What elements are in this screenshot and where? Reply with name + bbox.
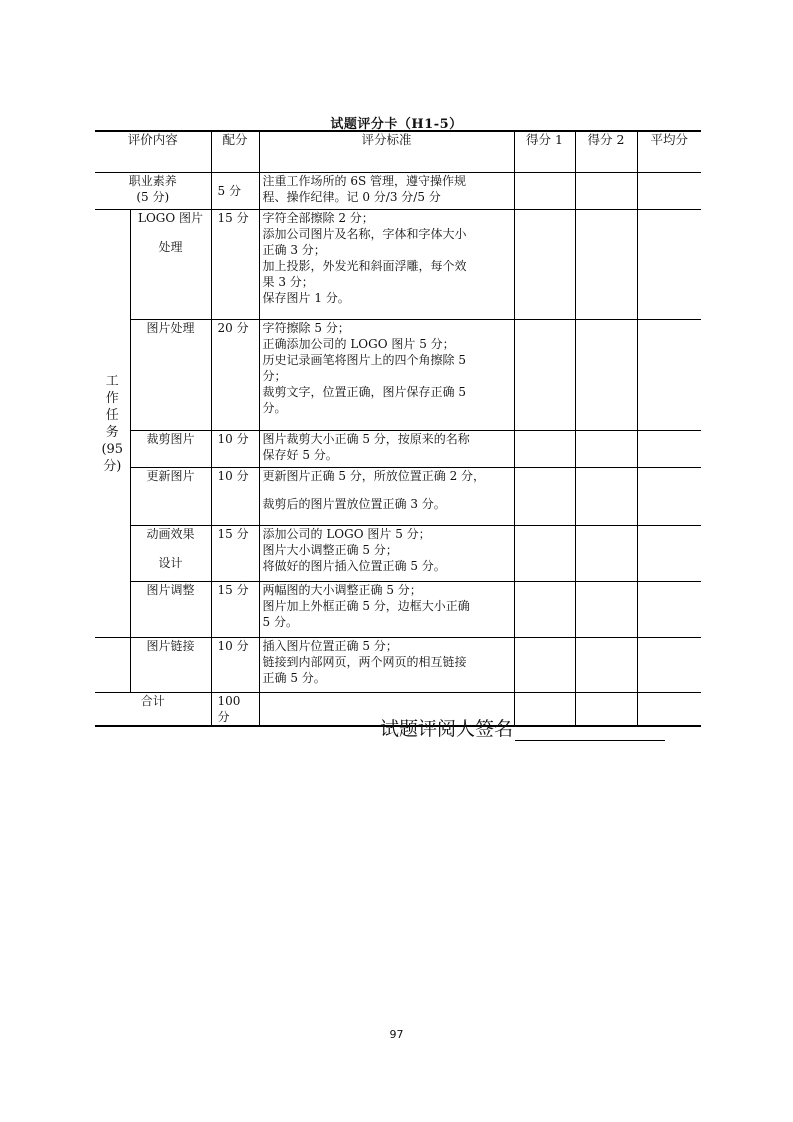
header-points: 配分 xyxy=(211,131,259,173)
task-name-line: 动画效果 xyxy=(146,527,195,541)
task-points: 15 分 xyxy=(211,526,259,582)
task-name-line: 设计 xyxy=(158,556,183,570)
average-cell[interactable] xyxy=(637,210,701,320)
task-points: 10 分 xyxy=(211,638,259,693)
page-number: 97 xyxy=(389,1028,404,1041)
task-name xyxy=(130,582,211,638)
score1-cell[interactable] xyxy=(514,431,575,468)
header-score1: 得分 1 xyxy=(514,131,575,173)
professional-label-line1: 职业素养 xyxy=(128,174,177,188)
score1-cell[interactable] xyxy=(514,638,575,693)
task-row xyxy=(95,320,701,431)
professional-label-line2: (5 分) xyxy=(136,190,170,204)
score2-cell[interactable] xyxy=(575,582,637,638)
task-name-line: 裁剪图片 xyxy=(146,432,195,446)
standard-line: 两幅图的大小调整正确 5 分； xyxy=(262,583,422,597)
task-standard xyxy=(259,638,514,693)
score1-cell[interactable] xyxy=(514,582,575,638)
header-standard: 评分标准 xyxy=(259,131,514,173)
average-cell[interactable] xyxy=(637,431,701,468)
average-cell[interactable] xyxy=(637,638,701,693)
average-cell[interactable] xyxy=(637,468,701,526)
task-row xyxy=(95,431,701,468)
task-row xyxy=(95,526,701,582)
score1-cell[interactable] xyxy=(514,320,575,431)
standard-line: 注重工作场所的 6S 管理，遵守操作规 xyxy=(262,174,467,188)
standard-line: 正确添加公司的 LOGO 图片 5 分； xyxy=(262,337,455,351)
task-row xyxy=(95,582,701,638)
task-points: 20 分 xyxy=(211,320,259,431)
header-content: 评价内容 xyxy=(95,131,211,173)
standard-line: 分； xyxy=(262,369,287,383)
standard-line: 保存图片 1 分。 xyxy=(262,291,350,305)
task-standard xyxy=(259,210,514,320)
standard-line: 图片加上外框正确 5 分，边框大小正确 xyxy=(262,599,470,613)
task-row xyxy=(95,468,701,526)
standard-line: 历史记录画笔将图片上的四个角擦除 5 xyxy=(262,353,466,367)
scorecard-title: 试题评分卡（H1-5） xyxy=(330,117,463,132)
standard-line: 添加公司的 LOGO 图片 5 分； xyxy=(262,527,431,541)
professional-points: 5 分 xyxy=(211,173,259,210)
signature-line[interactable] xyxy=(515,722,665,741)
professional-standard xyxy=(259,173,514,210)
task-name-line: 图片链接 xyxy=(146,639,195,653)
work-task-empty-cell xyxy=(95,638,130,693)
standard-line: 更新图片正确 5 分，所放位置正确 2 分， xyxy=(262,469,486,483)
reviewer-signature xyxy=(380,714,665,741)
task-points: 10 分 xyxy=(211,431,259,468)
task-name xyxy=(130,431,211,468)
score1-cell[interactable] xyxy=(514,173,575,210)
total-points: 100 分 xyxy=(211,693,259,727)
standard-line: 5 分。 xyxy=(262,615,298,629)
task-name-line: LOGO 图片 xyxy=(137,211,204,225)
standard-line: 裁剪文字，位置正确，图片保存正确 5 xyxy=(262,385,466,399)
average-cell[interactable] xyxy=(637,526,701,582)
task-standard xyxy=(259,468,514,526)
task-name-line: 更新图片 xyxy=(146,469,195,483)
standard-line: 正确 5 分。 xyxy=(262,671,326,685)
average-cell[interactable] xyxy=(637,173,701,210)
work-task-char: 工 xyxy=(105,373,119,389)
task-standard xyxy=(259,582,514,638)
task-points: 15 分 xyxy=(211,582,259,638)
header-score2: 得分 2 xyxy=(575,131,637,173)
score2-cell[interactable] xyxy=(575,526,637,582)
scorecard-table xyxy=(95,130,701,727)
header-average: 平均分 xyxy=(637,131,701,173)
score2-cell[interactable] xyxy=(575,320,637,431)
standard-line: 添加公司图片及名称，字体和字体大小 xyxy=(262,227,467,241)
score2-cell[interactable] xyxy=(575,210,637,320)
task-name-line: 图片处理 xyxy=(146,321,195,335)
standard-line: 果 3 分； xyxy=(262,275,314,289)
standard-line: 正确 3 分； xyxy=(262,243,326,257)
task-name xyxy=(130,468,211,526)
task-name xyxy=(130,638,211,693)
standard-line: 插入图片位置正确 5 分； xyxy=(262,639,398,653)
work-task-label xyxy=(95,210,130,638)
standard-line: 字符全部擦除 2 分； xyxy=(262,211,374,225)
signature-label: 试题评阅人签名 xyxy=(380,718,514,740)
standard-line: 链接到内部网页，两个网页的相互链接 xyxy=(262,655,467,669)
average-cell[interactable] xyxy=(637,320,701,431)
standard-line: 图片裁剪大小正确 5 分，按原来的名称 xyxy=(262,432,470,446)
score1-cell[interactable] xyxy=(514,526,575,582)
task-name-line: 图片调整 xyxy=(146,583,195,597)
task-standard xyxy=(259,526,514,582)
task-standard xyxy=(259,320,514,431)
standard-line: 裁剪后的图片置放位置正确 3 分。 xyxy=(262,497,446,511)
task-points: 10 分 xyxy=(211,468,259,526)
standard-line: 加上投影，外发光和斜面浮雕，每个效 xyxy=(262,259,467,273)
task-row xyxy=(95,210,701,320)
professional-label xyxy=(95,173,211,210)
task-name xyxy=(130,210,211,320)
task-name xyxy=(130,526,211,582)
standard-line: 将做好的图片插入位置正确 5 分。 xyxy=(262,559,446,573)
score2-cell[interactable] xyxy=(575,468,637,526)
total-label: 合计 xyxy=(95,693,211,727)
standard-spacer xyxy=(263,484,511,496)
work-task-char: 分) xyxy=(103,458,122,474)
average-cell[interactable] xyxy=(637,582,701,638)
score1-cell[interactable] xyxy=(514,468,575,526)
score1-cell[interactable] xyxy=(514,210,575,320)
standard-line: 分。 xyxy=(262,401,287,415)
task-row xyxy=(95,638,701,693)
standard-line: 程、操作纪律。记 0 分/3 分/5 分 xyxy=(262,190,441,204)
standard-line: 保存好 5 分。 xyxy=(262,448,338,462)
professional-row xyxy=(95,173,701,210)
task-standard xyxy=(259,431,514,468)
task-name-line: 处理 xyxy=(158,240,183,254)
work-task-char: 务 xyxy=(105,424,119,440)
work-task-char: 任 xyxy=(105,407,119,423)
score2-cell[interactable] xyxy=(575,638,637,693)
work-task-char: 作 xyxy=(105,390,119,406)
work-task-char: (95 xyxy=(101,441,124,457)
header-row xyxy=(95,131,701,173)
standard-line: 图片大小调整正确 5 分； xyxy=(262,543,398,557)
task-points: 15 分 xyxy=(211,210,259,320)
score2-cell[interactable] xyxy=(575,173,637,210)
standard-line: 字符擦除 5 分； xyxy=(262,321,350,335)
task-name xyxy=(130,320,211,431)
score2-cell[interactable] xyxy=(575,431,637,468)
